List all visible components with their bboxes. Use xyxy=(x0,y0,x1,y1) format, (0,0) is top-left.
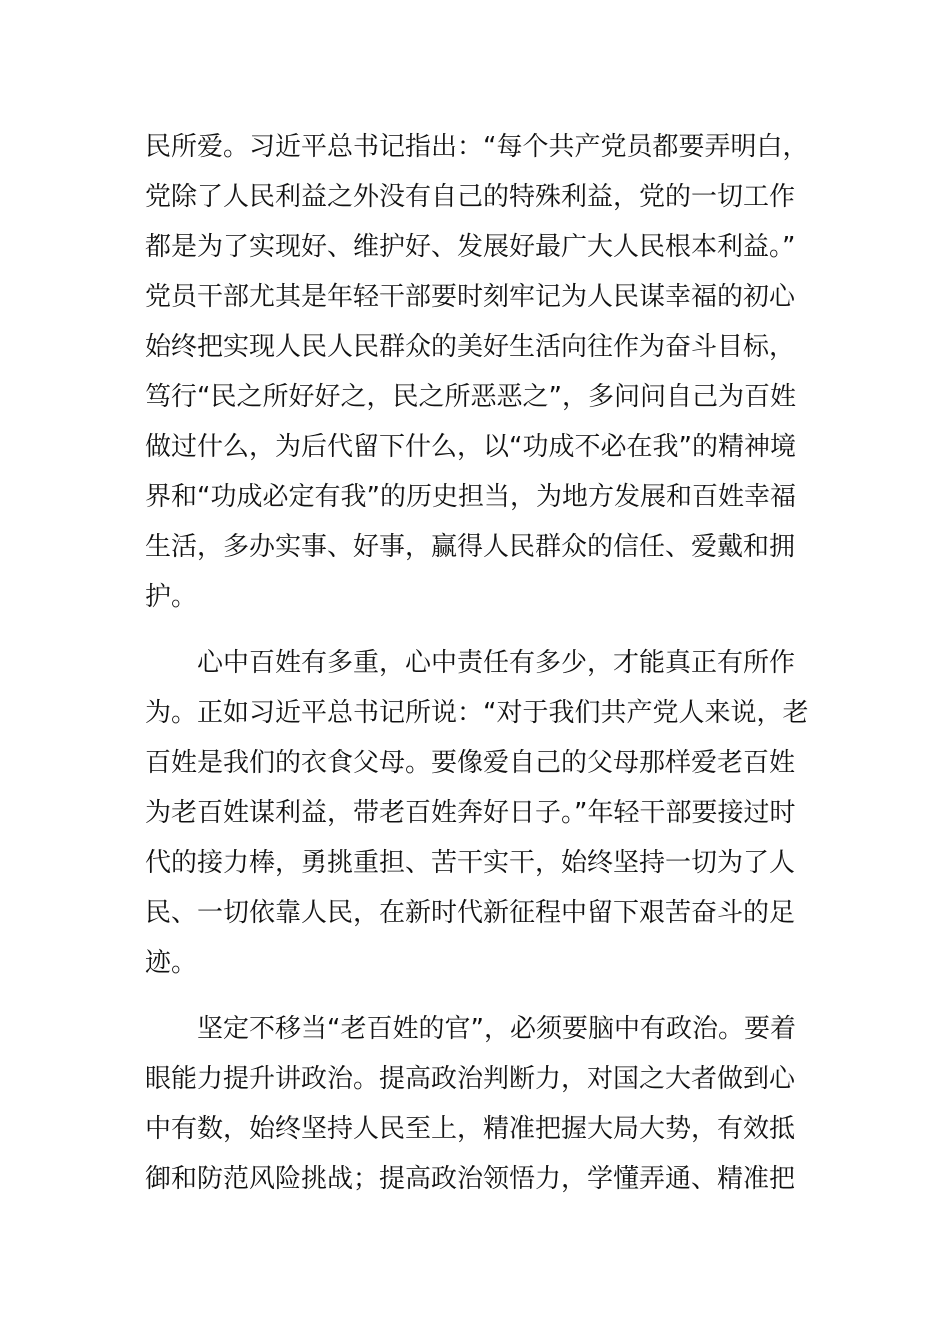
text-line: 御和防范风险挑战；提高政治领悟力，学懂弄通、精准把 xyxy=(145,1164,796,1194)
text-line: 代的接力棒，勇挑重担、苦干实干，始终坚持一切为了人 xyxy=(145,848,796,878)
text-line: 为老百姓谋利益，带老百姓奔好日子。”年轻干部要接过时 xyxy=(145,798,796,828)
text-line: 心中百姓有多重，心中责任有多少，才能真正有所作 xyxy=(197,648,796,678)
text-line: 民所爱。习近平总书记指出：“每个共产党员都要弄明白， xyxy=(145,132,809,162)
text-line: 生活，多办实事、好事，赢得人民群众的信任、爱戴和拥 xyxy=(145,532,796,562)
text-line: 笃行“民之所好好之，民之所恶恶之”，多问问自己为百姓 xyxy=(145,382,796,412)
text-line: 坚定不移当“老百姓的官”，必须要脑中有政治。要着 xyxy=(197,1014,796,1044)
text-line: 始终把实现人民人民群众的美好生活向往作为奋斗目标， xyxy=(145,332,796,362)
text-line: 百姓是我们的衣食父母。要像爱自己的父母那样爱老百姓 xyxy=(145,748,796,778)
text-line: 都是为了实现好、维护好、发展好最广大人民根本利益。” xyxy=(145,232,796,262)
text-line: 中有数，始终坚持人民至上，精准把握大局大势，有效抵 xyxy=(145,1114,796,1144)
text-line: 做过什么，为后代留下什么，以“功成不必在我”的精神境 xyxy=(145,432,796,462)
text-line: 为。正如习近平总书记所说：“对于我们共产党人来说，老 xyxy=(145,698,809,728)
text-line: 眼能力提升讲政治。提高政治判断力，对国之大者做到心 xyxy=(145,1064,796,1094)
text-line: 民、一切依靠人民，在新时代新征程中留下艰苦奋斗的足 xyxy=(145,898,796,928)
text-line: 护。 xyxy=(145,582,198,612)
text-line: 党员干部尤其是年轻干部要时刻牢记为人民谋幸福的初心 xyxy=(145,282,796,312)
text-line: 迹。 xyxy=(145,948,198,978)
text-line: 党除了人民利益之外没有自己的特殊利益，党的一切工作 xyxy=(145,182,796,212)
text-line: 界和“功成必定有我”的历史担当，为地方发展和百姓幸福 xyxy=(145,482,796,512)
